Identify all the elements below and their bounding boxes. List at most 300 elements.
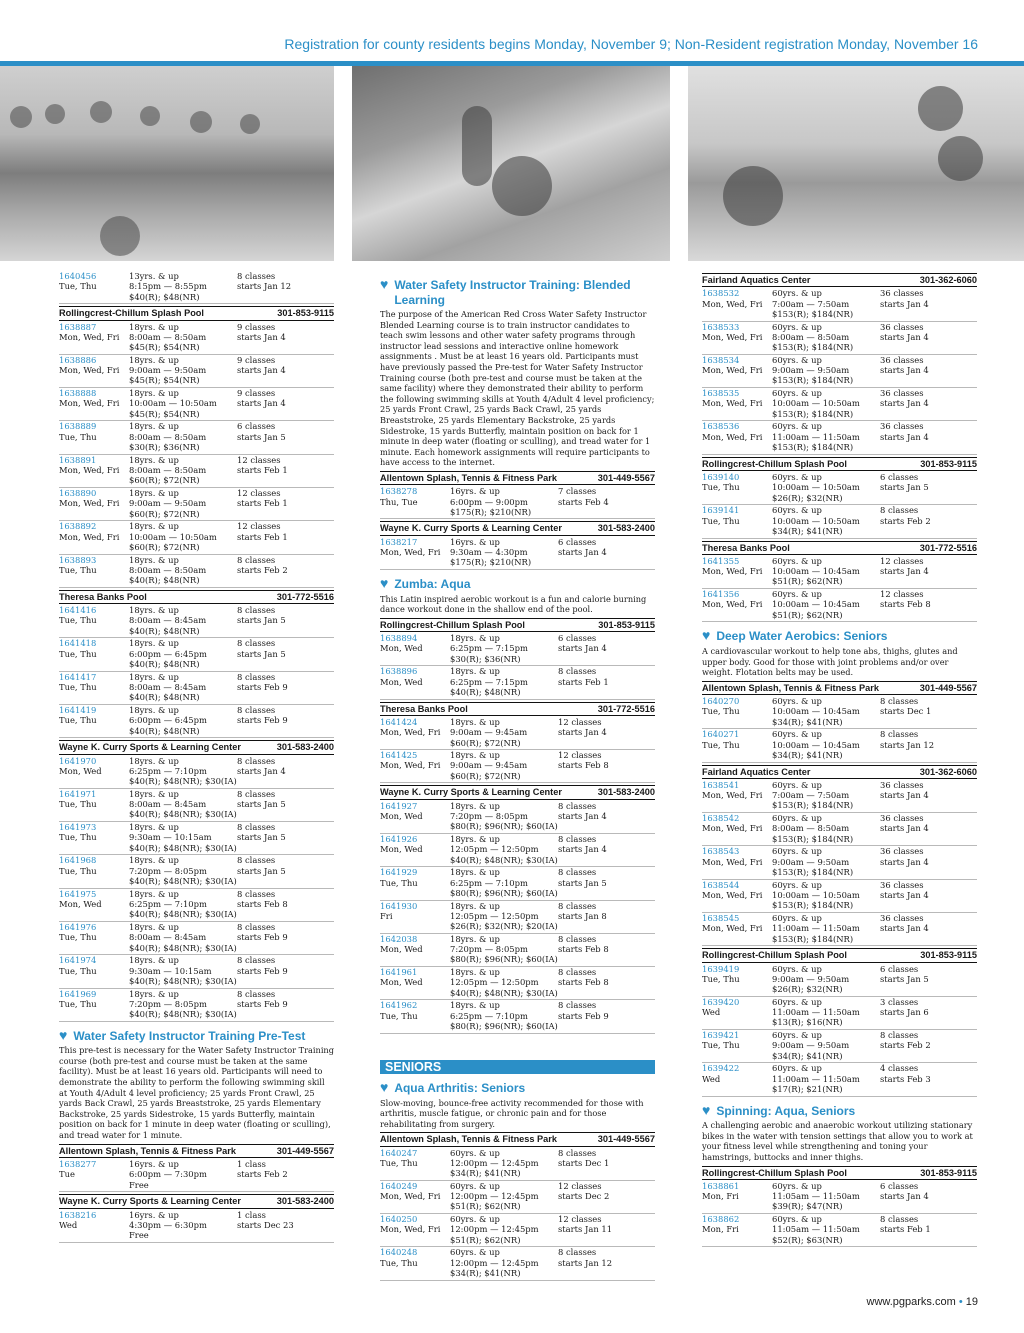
age-range: 18yrs. & up bbox=[129, 704, 179, 715]
location-header bbox=[380, 785, 655, 799]
spacer bbox=[380, 771, 450, 781]
class-row bbox=[59, 1210, 334, 1243]
age-range: 60yrs. & up bbox=[772, 813, 822, 824]
class-fee: $40(R); $48(NR); $30(IA) bbox=[129, 942, 237, 953]
meeting-days: Mon, Wed bbox=[59, 898, 102, 909]
class-fee: $40(R); $48(NR); $30(IA) bbox=[129, 1009, 237, 1020]
course-id[interactable]: 1638536 bbox=[702, 421, 740, 432]
class-fee: $153(R); $184(NR) bbox=[772, 833, 854, 844]
class-fee: $153(R); $184(NR) bbox=[772, 308, 854, 319]
location-phone: 301-449-5567 bbox=[919, 682, 977, 693]
class-row bbox=[59, 789, 334, 822]
spacer bbox=[59, 475, 129, 485]
class-count: 12 classes bbox=[880, 589, 924, 600]
course-id[interactable]: 1640270 bbox=[702, 696, 740, 706]
spacer bbox=[59, 876, 129, 886]
class-count: 8 classes bbox=[237, 605, 276, 616]
age-range: 18yrs. & up bbox=[129, 955, 179, 966]
spacer bbox=[59, 659, 129, 669]
start-date: starts Jan 6 bbox=[880, 1007, 929, 1018]
class-time: 8:00am — 8:50am bbox=[772, 823, 850, 834]
class-time: 6:25pm — 7:10pm bbox=[129, 898, 207, 909]
start-date: starts Jan 5 bbox=[237, 431, 286, 442]
class-row bbox=[380, 1148, 655, 1181]
class-count: 8 classes bbox=[880, 505, 919, 516]
start-date: starts Jan 4 bbox=[558, 811, 607, 822]
class-time: 9:00am — 9:45am bbox=[450, 760, 528, 771]
meeting-days: Fri bbox=[380, 910, 393, 921]
course-id[interactable]: 1638862 bbox=[702, 1214, 740, 1225]
class-time: 11:05am — 11:50am bbox=[772, 1191, 860, 1202]
class-fee: $34(R); $41(NR) bbox=[772, 749, 843, 760]
start-date: starts Jan 8 bbox=[558, 910, 607, 921]
course-id[interactable]: 1641416 bbox=[59, 605, 97, 616]
class-count: 12 classes bbox=[558, 1180, 602, 1191]
age-range: 18yrs. & up bbox=[129, 388, 179, 399]
class-count: 8 classes bbox=[558, 1000, 597, 1011]
class-count: 8 classes bbox=[237, 955, 276, 966]
start-date: starts Jan 4 bbox=[880, 298, 929, 309]
course-id[interactable]: 1641976 bbox=[59, 921, 97, 932]
course-id[interactable]: 1641425 bbox=[380, 750, 418, 761]
class-time: 12:05pm — 12:50pm bbox=[450, 977, 539, 988]
class-row bbox=[380, 934, 655, 967]
meeting-days: Mon, Wed, Fri bbox=[59, 498, 120, 509]
meeting-days: Tue, Thu bbox=[59, 431, 97, 442]
footer-url[interactable]: www.pgparks.com bbox=[866, 1296, 956, 1308]
class-time: 7:20pm — 8:05pm bbox=[129, 998, 207, 1009]
age-range: 18yrs. & up bbox=[129, 521, 179, 532]
meeting-days: Tue, Thu bbox=[59, 715, 97, 726]
location-header bbox=[702, 1166, 977, 1180]
course-id[interactable]: 1638277 bbox=[59, 1158, 97, 1169]
age-range: 18yrs. & up bbox=[450, 716, 500, 727]
course-id[interactable]: 1642038 bbox=[380, 933, 418, 944]
class-row bbox=[380, 967, 655, 1000]
meeting-days: Mon, Wed, Fri bbox=[702, 923, 763, 934]
course-id[interactable]: 1638892 bbox=[59, 521, 97, 532]
course-id[interactable]: 1641930 bbox=[380, 900, 418, 911]
age-range: 18yrs. & up bbox=[129, 755, 179, 766]
class-count: 8 classes bbox=[237, 755, 276, 766]
meeting-days: Thu, Tue bbox=[380, 496, 418, 507]
course-id[interactable]: 1640247 bbox=[380, 1147, 418, 1158]
location-name: Wayne K. Curry Sports & Learning Center bbox=[59, 742, 241, 753]
course-id[interactable]: 1639422 bbox=[702, 1063, 740, 1074]
class-time: 6:00pm — 6:45pm bbox=[129, 715, 207, 726]
course-id[interactable]: 1639420 bbox=[702, 996, 740, 1007]
class-fee: $17(R); $21(NR) bbox=[772, 1084, 843, 1094]
class-fee: $45(R); $54(NR) bbox=[129, 408, 200, 419]
class-row bbox=[380, 750, 655, 783]
spacer bbox=[59, 1180, 129, 1190]
course-id[interactable]: 1641424 bbox=[380, 716, 418, 727]
location-name: Theresa Banks Pool bbox=[380, 703, 468, 714]
start-date: starts Feb 2 bbox=[880, 1040, 931, 1051]
class-count: 36 classes bbox=[880, 879, 924, 890]
course-id[interactable]: 1638535 bbox=[702, 388, 740, 399]
course-id[interactable]: 1638890 bbox=[59, 487, 97, 498]
section-title bbox=[702, 629, 977, 644]
age-range: 60yrs. & up bbox=[772, 288, 822, 299]
course-id[interactable]: 1638886 bbox=[59, 354, 97, 365]
course-id[interactable]: 1639140 bbox=[702, 472, 740, 482]
class-time: 6:25pm — 7:15pm bbox=[450, 643, 528, 654]
age-range: 60yrs. & up bbox=[772, 912, 822, 923]
meeting-days: Mon, Fri bbox=[702, 1191, 739, 1202]
spacer bbox=[702, 442, 772, 452]
course-id[interactable]: 1638542 bbox=[702, 813, 740, 824]
class-count: 8 classes bbox=[237, 855, 276, 866]
class-time: 11:00am — 11:50am bbox=[772, 1007, 860, 1018]
course-id[interactable]: 1638888 bbox=[59, 388, 97, 399]
meeting-days: Mon, Wed, Fri bbox=[702, 823, 763, 834]
class-fee: Free bbox=[129, 1179, 149, 1190]
class-fee: $40(R); $48(NR); $30(IA) bbox=[450, 987, 558, 998]
course-id[interactable]: 1640271 bbox=[702, 729, 740, 740]
course-id[interactable]: 1641355 bbox=[702, 555, 740, 566]
meeting-days: Tue, Thu bbox=[702, 1040, 740, 1051]
age-range: 60yrs. & up bbox=[772, 879, 822, 890]
age-range: 18yrs. & up bbox=[129, 354, 179, 365]
class-fee: $153(R); $184(NR) bbox=[772, 867, 854, 878]
section-title-text: Water Safety Instructor Training: Blended Learning bbox=[394, 278, 631, 307]
course-id[interactable]: 1640248 bbox=[380, 1247, 418, 1258]
class-count: 8 classes bbox=[237, 271, 276, 281]
spacer bbox=[702, 867, 772, 877]
location-name: Rollingcrest-Chillum Splash Pool bbox=[702, 458, 847, 469]
course-id[interactable]: 1638544 bbox=[702, 879, 740, 890]
class-count: 8 classes bbox=[237, 921, 276, 932]
meeting-days: Mon, Wed, Fri bbox=[702, 856, 763, 867]
course-id[interactable]: 1641926 bbox=[380, 834, 418, 845]
class-fee: $40(R); $48(NR); $30(IA) bbox=[129, 842, 237, 853]
location-phone: 301-583-2400 bbox=[597, 787, 655, 798]
location-name: Allentown Splash, Tennis & Fitness Park bbox=[702, 682, 879, 693]
location-header bbox=[380, 702, 655, 716]
age-range: 60yrs. & up bbox=[772, 555, 822, 566]
spacer bbox=[702, 717, 772, 727]
course-id[interactable]: 1638541 bbox=[702, 779, 740, 790]
age-range: 60yrs. & up bbox=[450, 1214, 500, 1225]
class-fee: $40(R); $48(NR); $30(IA) bbox=[129, 875, 237, 886]
class-count: 36 classes bbox=[880, 813, 924, 824]
course-id[interactable]: 1641356 bbox=[702, 589, 740, 600]
course-id[interactable]: 1641971 bbox=[59, 788, 97, 799]
course-id[interactable]: 1638278 bbox=[380, 486, 418, 497]
class-fee: $80(R); $96(NR); $60(IA) bbox=[450, 954, 558, 965]
spacer bbox=[702, 1017, 772, 1027]
class-row bbox=[380, 867, 655, 900]
course-id[interactable]: 1641419 bbox=[59, 704, 97, 715]
start-date: starts Jan 4 bbox=[237, 365, 286, 376]
meeting-days: Mon, Wed, Fri bbox=[380, 760, 441, 771]
course-id[interactable]: 1641974 bbox=[59, 955, 97, 966]
start-date: starts Feb 8 bbox=[558, 944, 609, 955]
course-id[interactable]: 1641929 bbox=[380, 867, 418, 878]
spacer bbox=[59, 375, 129, 385]
meeting-days: Mon, Wed, Fri bbox=[380, 727, 441, 738]
class-time: 8:00am — 8:45am bbox=[129, 932, 207, 943]
class-fee: $60(R); $72(NR) bbox=[450, 770, 521, 781]
class-fee: $45(R); $54(NR) bbox=[129, 342, 200, 353]
meeting-days: Mon, Wed, Fri bbox=[702, 331, 763, 342]
course-id[interactable]: 1638543 bbox=[702, 846, 740, 857]
meeting-days: Tue, Thu bbox=[380, 1257, 418, 1268]
seniors-band: SENIORS bbox=[380, 1060, 655, 1074]
course-id[interactable]: 1638217 bbox=[380, 536, 418, 547]
class-row bbox=[702, 964, 977, 997]
start-date: starts Jan 4 bbox=[880, 823, 929, 834]
meeting-days: Mon, Wed bbox=[380, 844, 423, 855]
course-id[interactable]: 1639421 bbox=[702, 1030, 740, 1041]
course-id[interactable]: 1641927 bbox=[380, 800, 418, 811]
class-fee: $40(R); $48(NR) bbox=[450, 686, 521, 697]
start-date: starts Feb 9 bbox=[237, 932, 288, 943]
class-time: 6:25pm — 7:10pm bbox=[129, 765, 207, 776]
course-id[interactable]: 1641969 bbox=[59, 988, 97, 999]
class-count: 8 classes bbox=[558, 933, 597, 944]
age-range: 18yrs. & up bbox=[450, 1000, 500, 1011]
meeting-days: Tue, Thu bbox=[702, 973, 740, 984]
class-time: 8:00am — 8:50am bbox=[129, 431, 207, 442]
location-header bbox=[702, 273, 977, 287]
course-id[interactable]: 1639141 bbox=[702, 505, 740, 516]
class-count: 3 classes bbox=[880, 996, 919, 1007]
start-date: starts Dec 1 bbox=[880, 706, 932, 717]
section-title-text: Water Safety Instructor Training Pre-Test bbox=[73, 1028, 306, 1043]
meeting-days: Tue, Thu bbox=[59, 615, 97, 626]
class-row bbox=[702, 1214, 977, 1247]
meeting-days: Mon, Wed, Fri bbox=[702, 431, 763, 442]
age-range: 18yrs. & up bbox=[450, 800, 500, 811]
class-time: 6:25pm — 7:10pm bbox=[450, 877, 528, 888]
course-id[interactable]: 1639419 bbox=[702, 963, 740, 974]
spacer bbox=[702, 934, 772, 944]
class-row bbox=[380, 537, 655, 570]
meeting-days: Mon, Wed, Fri bbox=[702, 790, 763, 801]
course-id[interactable]: 1641973 bbox=[59, 822, 97, 833]
start-date: starts Feb 9 bbox=[558, 1010, 609, 1021]
class-count: 36 classes bbox=[880, 354, 924, 365]
page-number: 19 bbox=[965, 1296, 978, 1308]
course-id[interactable]: 1641970 bbox=[59, 755, 97, 766]
age-range: 18yrs. & up bbox=[129, 605, 179, 616]
location-name: Allentown Splash, Tennis & Fitness Park bbox=[380, 472, 557, 483]
start-date: starts Feb 4 bbox=[558, 496, 609, 507]
start-date: starts Jan 5 bbox=[237, 648, 286, 659]
age-range: 60yrs. & up bbox=[772, 1180, 822, 1191]
age-range: 60yrs. & up bbox=[772, 421, 822, 432]
class-row bbox=[380, 801, 655, 834]
location-name: Theresa Banks Pool bbox=[59, 591, 147, 602]
age-range: 18yrs. & up bbox=[450, 933, 500, 944]
class-time: 10:00am — 10:45am bbox=[772, 566, 860, 577]
section-title-text: Aqua Arthritis: Seniors bbox=[394, 1081, 526, 1096]
class-row bbox=[380, 1181, 655, 1214]
course-id[interactable]: 1641418 bbox=[59, 638, 97, 649]
class-count: 8 classes bbox=[558, 834, 597, 845]
class-fee: $40(R); $48(NR); $30(IA) bbox=[450, 854, 558, 865]
meeting-days: Mon, Wed, Fri bbox=[702, 298, 763, 309]
section-description: This pre-test is necessary for the Water Safety Instructor Training course (both pre-test and course must be taken at the same facility). Must be at least 16 years old. Participants will need to demonstrate the ability to perform the following swimming skill at Youth 4/Adult 4 level proficiency; 25 yards Front Crawl, 25 yards Back Crawl, 25 yards Breaststroke, 25 yards Elementary Backstroke, 25 yards Sidestroke, 15 yards Butterfly, maintain position on back for 1 minute in deep water (floating or sculling), and tread water for 1 minute. bbox=[59, 1045, 334, 1141]
class-time: 6:00pm — 7:30pm bbox=[129, 1169, 207, 1180]
class-row bbox=[59, 421, 334, 454]
course-id[interactable]: 1638532 bbox=[702, 288, 740, 299]
class-row bbox=[59, 955, 334, 988]
location-name: Fairland Aquatics Center bbox=[702, 275, 811, 285]
class-time: 8:00am — 8:45am bbox=[129, 799, 207, 810]
start-date: starts Feb 9 bbox=[237, 681, 288, 692]
class-row bbox=[59, 922, 334, 955]
class-time: 10:00am — 10:50am bbox=[772, 398, 860, 409]
course-id[interactable]: 1638896 bbox=[380, 666, 418, 677]
class-fee: $80(R); $96(NR); $60(IA) bbox=[450, 1021, 558, 1032]
class-row bbox=[59, 889, 334, 922]
class-time: 12:00pm — 12:45pm bbox=[450, 1257, 539, 1268]
course-id[interactable]: 1640249 bbox=[380, 1180, 418, 1191]
class-time: 12:05pm — 12:50pm bbox=[450, 910, 539, 921]
class-row bbox=[702, 1181, 977, 1214]
course-id[interactable]: 1641417 bbox=[59, 671, 97, 682]
registration-banner: Registration for county residents begins Monday, November 9; Non-Resident registration Monday, November 16 bbox=[284, 36, 978, 52]
course-id[interactable]: 1638545 bbox=[702, 912, 740, 923]
class-count: 36 classes bbox=[880, 779, 924, 790]
class-row bbox=[702, 322, 977, 355]
class-row bbox=[702, 589, 977, 622]
class-count: 8 classes bbox=[237, 671, 276, 682]
class-row bbox=[59, 672, 334, 705]
spacer bbox=[380, 687, 450, 697]
age-range: 18yrs. & up bbox=[129, 888, 179, 899]
class-row bbox=[59, 555, 334, 588]
class-time: 8:00am — 8:50am bbox=[129, 564, 207, 575]
course-id[interactable]: 1640456 bbox=[59, 271, 97, 281]
age-range: 18yrs. & up bbox=[129, 638, 179, 649]
age-range: 18yrs. & up bbox=[129, 671, 179, 682]
class-fee: $60(R); $72(NR) bbox=[129, 475, 200, 486]
course-id[interactable]: 1638533 bbox=[702, 321, 740, 332]
location-header bbox=[59, 740, 334, 754]
class-row bbox=[380, 633, 655, 666]
location-phone: 301-583-2400 bbox=[276, 742, 334, 753]
class-row bbox=[59, 455, 334, 488]
class-fee: $175(R); $210(NR) bbox=[450, 506, 532, 517]
age-range: 60yrs. & up bbox=[450, 1180, 500, 1191]
class-row bbox=[59, 1159, 334, 1192]
class-row bbox=[380, 1000, 655, 1033]
class-fee: $45(R); $54(NR) bbox=[129, 375, 200, 386]
age-range: 18yrs. & up bbox=[450, 750, 500, 761]
spacer bbox=[380, 888, 450, 898]
class-fee: $30(R); $36(NR) bbox=[450, 653, 521, 664]
start-date: starts Feb 1 bbox=[558, 676, 609, 687]
course-id[interactable]: 1638893 bbox=[59, 554, 97, 565]
class-count: 36 classes bbox=[880, 321, 924, 332]
age-range: 60yrs. & up bbox=[772, 696, 822, 706]
page-footer bbox=[867, 1296, 979, 1308]
class-fee: $153(R); $184(NR) bbox=[772, 800, 854, 811]
class-count: 36 classes bbox=[880, 388, 924, 399]
class-row bbox=[380, 1214, 655, 1247]
class-row bbox=[380, 486, 655, 519]
course-id[interactable]: 1638887 bbox=[59, 321, 97, 332]
course-id[interactable]: 1638891 bbox=[59, 454, 97, 465]
location-phone: 301-583-2400 bbox=[597, 523, 655, 534]
class-fee: $51(R); $62(NR) bbox=[772, 576, 843, 587]
course-id[interactable]: 1638894 bbox=[380, 633, 418, 644]
location-header bbox=[702, 681, 977, 695]
class-row bbox=[702, 355, 977, 388]
class-fee: $40(R); $48(NR) bbox=[129, 659, 200, 669]
class-fee: $40(R); $48(NR); $30(IA) bbox=[129, 975, 237, 986]
course-id[interactable]: 1640250 bbox=[380, 1214, 418, 1225]
spacer bbox=[702, 309, 772, 319]
age-range: 16yrs. & up bbox=[129, 1158, 179, 1169]
course-id[interactable]: 1638861 bbox=[702, 1180, 740, 1191]
age-range: 60yrs. & up bbox=[772, 1214, 822, 1225]
heart-icon: ♥ bbox=[59, 1026, 68, 1043]
course-id[interactable]: 1641962 bbox=[380, 1000, 418, 1011]
start-date: starts Jan 5 bbox=[237, 832, 286, 843]
class-count: 12 classes bbox=[558, 1214, 602, 1225]
start-date: starts Jan 4 bbox=[880, 331, 929, 342]
class-time: 12:00pm — 12:45pm bbox=[450, 1157, 539, 1168]
age-range: 18yrs. & up bbox=[129, 554, 179, 565]
class-count: 8 classes bbox=[558, 666, 597, 677]
class-row bbox=[702, 780, 977, 813]
class-row bbox=[59, 521, 334, 554]
class-fee: $60(R); $72(NR) bbox=[450, 737, 521, 748]
course-id[interactable]: 1638534 bbox=[702, 354, 740, 365]
age-range: 60yrs. & up bbox=[772, 1063, 822, 1074]
heart-icon: ♥ bbox=[702, 627, 711, 644]
course-id[interactable]: 1641961 bbox=[380, 967, 418, 978]
class-count: 8 classes bbox=[880, 1030, 919, 1041]
age-range: 60yrs. & up bbox=[772, 388, 822, 399]
class-count: 12 classes bbox=[237, 487, 281, 498]
class-time: 11:00am — 11:50am bbox=[772, 923, 860, 934]
meeting-days: Mon, Wed, Fri bbox=[702, 599, 763, 610]
start-date: starts Jan 12 bbox=[880, 739, 935, 750]
start-date: starts Jan 5 bbox=[880, 973, 929, 984]
meeting-days: Tue, Thu bbox=[59, 681, 97, 692]
meeting-days: Mon, Wed bbox=[380, 811, 423, 822]
course-id[interactable]: 1641968 bbox=[59, 855, 97, 866]
class-fee: $40(R); $48(NR) bbox=[129, 625, 200, 636]
class-fee: $40(R); $48(NR); $30(IA) bbox=[129, 809, 237, 820]
course-id[interactable]: 1641975 bbox=[59, 888, 97, 899]
course-id[interactable]: 1638216 bbox=[59, 1209, 97, 1220]
location-name: Rollingcrest-Chillum Splash Pool bbox=[702, 950, 847, 961]
class-fee: $34(R); $41(NR) bbox=[772, 716, 843, 727]
location-name: Rollingcrest-Chillum Splash Pool bbox=[380, 619, 525, 630]
class-time: 9:00am — 9:50am bbox=[772, 1040, 850, 1051]
location-name: Fairland Aquatics Center bbox=[702, 766, 811, 777]
start-date: starts Feb 1 bbox=[237, 531, 288, 542]
location-name: Rollingcrest-Chillum Splash Pool bbox=[59, 308, 204, 319]
age-range: 60yrs. & up bbox=[772, 505, 822, 516]
location-name: Wayne K. Curry Sports & Learning Center bbox=[380, 787, 562, 798]
meeting-days: Tue, Thu bbox=[702, 515, 740, 526]
location-phone: 301-449-5567 bbox=[276, 1145, 334, 1156]
class-row bbox=[702, 997, 977, 1030]
course-id[interactable]: 1638889 bbox=[59, 421, 97, 432]
age-range: 18yrs. & up bbox=[129, 454, 179, 465]
age-range: 16yrs. & up bbox=[450, 486, 500, 497]
class-fee: $40(R); $48(NR) bbox=[129, 291, 200, 302]
start-date: starts Feb 9 bbox=[237, 965, 288, 976]
